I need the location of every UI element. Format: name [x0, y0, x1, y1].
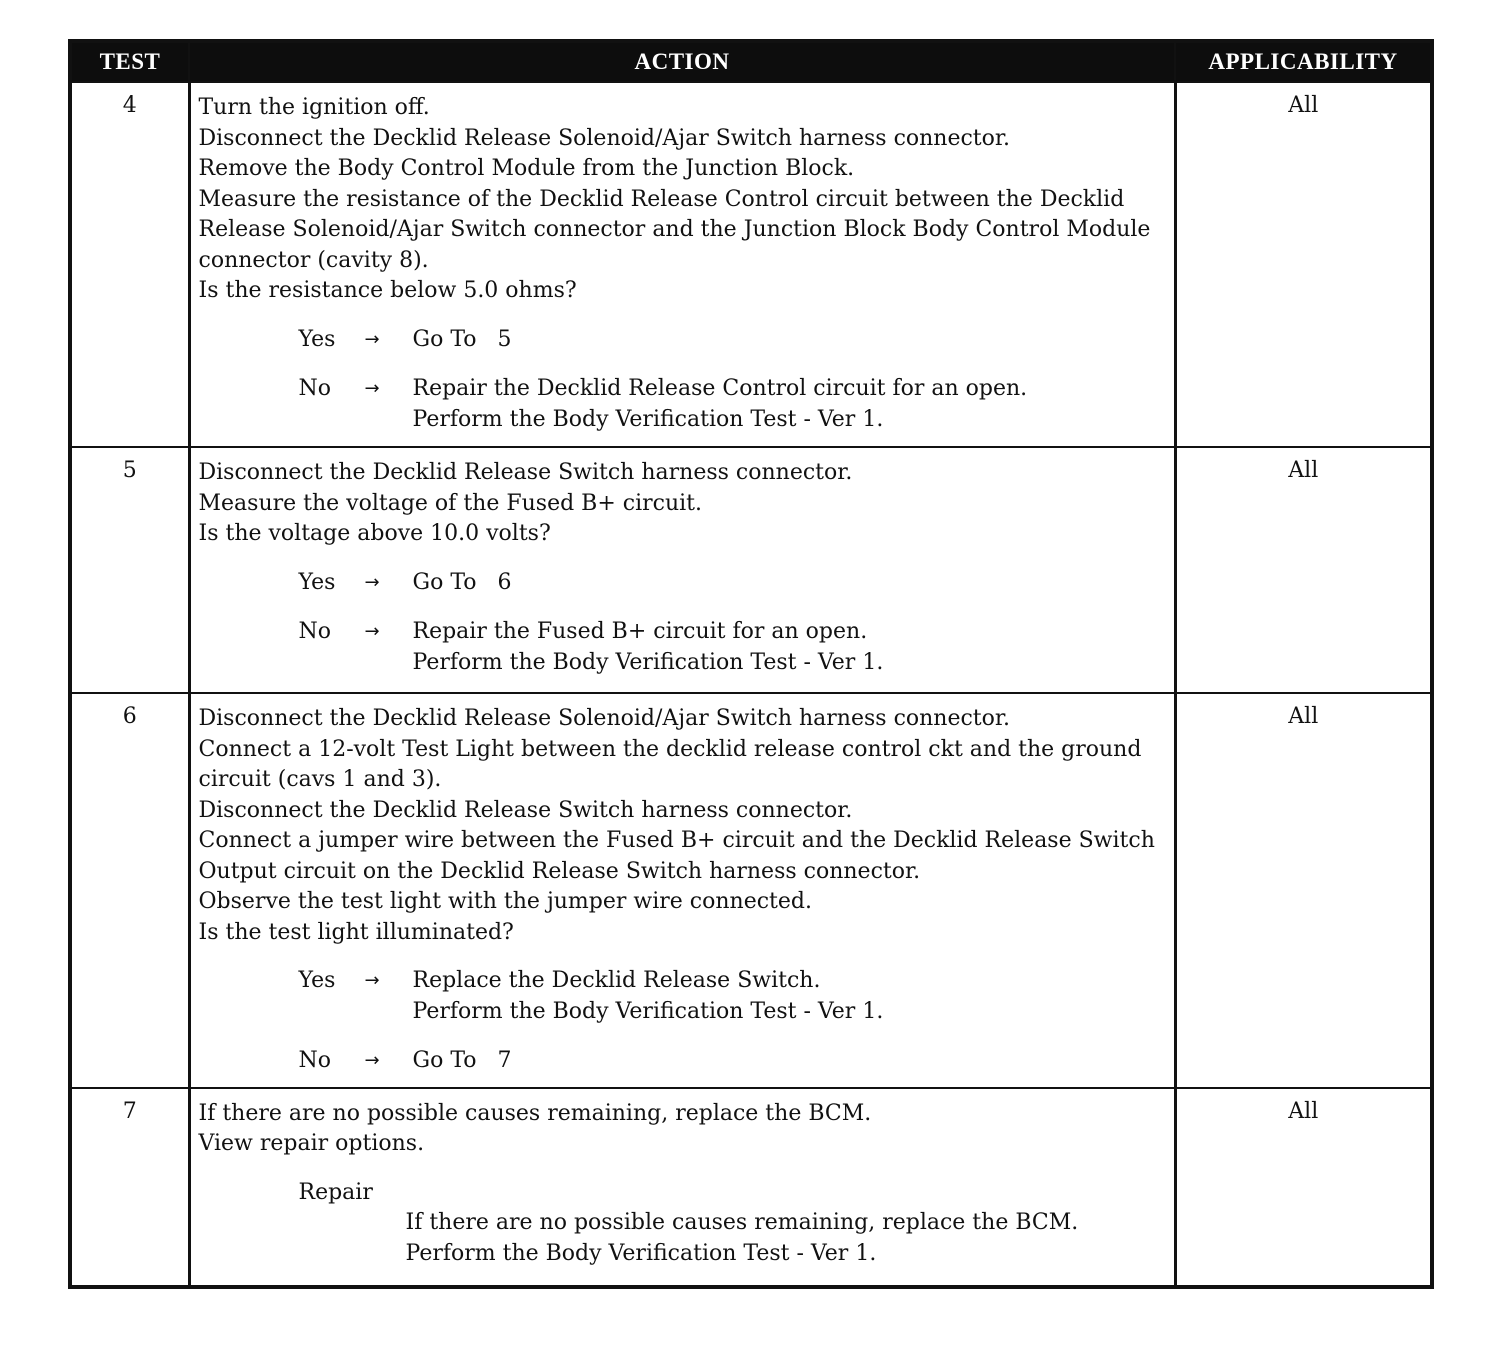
yes-label: Yes: [298, 326, 336, 352]
table-row: [70, 447, 1432, 693]
repair-label: Repair: [298, 1179, 373, 1205]
action-cell: [189, 693, 1175, 1088]
action-cell: [189, 447, 1175, 693]
test-number: 5: [70, 447, 189, 693]
no-branch: [199, 617, 1168, 678]
action-line: Observe the test light with the jumper wire connected.: [198, 889, 812, 914]
no-branch: [199, 374, 1168, 435]
applicability-value: All: [1175, 693, 1432, 1088]
right-arrow-icon: →: [364, 378, 380, 399]
header-action: ACTION: [189, 41, 1175, 82]
yes-branch: [199, 568, 1168, 599]
yes-result: Perform the Body Verification Test - Ver 1.: [412, 998, 884, 1024]
table-header-row: [70, 41, 1432, 82]
action-cell: [189, 1088, 1175, 1287]
right-arrow-icon: →: [364, 1050, 380, 1071]
test-number: 6: [70, 693, 189, 1088]
action-cell: [189, 82, 1175, 447]
action-line: Turn the ignition off.: [198, 95, 430, 120]
action-question: Is the resistance below 5.0 ohms?: [198, 278, 577, 303]
yes-label: Yes: [298, 569, 336, 595]
action-line: If there are no possible causes remaining, replace the BCM.: [198, 1100, 872, 1126]
branch-list: [199, 966, 1168, 1077]
action-line: Disconnect the Decklid Release Switch harness connector.: [198, 460, 853, 485]
no-result: Perform the Body Verification Test - Ver 1.: [412, 649, 884, 675]
right-arrow-icon: →: [364, 621, 380, 642]
action-line: Disconnect the Decklid Release Switch harness connector.: [198, 797, 853, 823]
action-line: Measure the resistance of the Decklid Release Control circuit between the Decklid: [198, 186, 1125, 212]
right-arrow-icon: →: [364, 571, 380, 593]
action-line: Output circuit on the Decklid Release Switch harness connector.: [198, 858, 921, 884]
action-line: circuit (cavs 1 and 3).: [198, 767, 442, 792]
diagnostic-test-table: [68, 39, 1434, 1289]
action-line: Disconnect the Decklid Release Solenoid/Ajar Switch harness connector.: [198, 706, 1010, 731]
no-label: No: [298, 376, 331, 401]
applicability-value: All: [1175, 1088, 1432, 1287]
action-line: Measure the voltage of the Fused B+ circuit.: [198, 490, 702, 516]
table-row: [70, 82, 1432, 447]
table-row: [70, 1088, 1432, 1287]
action-line: Connect a 12-volt Test Light between the decklid release control ckt and the ground: [198, 736, 1142, 762]
table-row: [70, 693, 1432, 1088]
action-line: Release Solenoid/Ajar Switch connector and the Junction Block Body Control Module: [198, 217, 1151, 242]
test-number: 7: [70, 1088, 189, 1287]
applicability-value: All: [1175, 447, 1432, 693]
yes-result: Replace the Decklid Release Switch.: [412, 968, 821, 993]
action-question: Is the test light illuminated?: [198, 919, 514, 945]
yes-label: Yes: [298, 968, 336, 993]
action-line: Connect a jumper wire between the Fused B+ circuit and the Decklid Release Switch: [198, 828, 1155, 853]
yes-result: Go To 6: [412, 569, 512, 595]
branch-list: [199, 325, 1168, 436]
no-result: Go To 7: [412, 1048, 512, 1073]
header-test: TEST: [70, 41, 189, 82]
action-line: View repair options.: [198, 1131, 425, 1156]
no-label: No: [298, 619, 331, 644]
action-question: Is the voltage above 10.0 volts?: [198, 521, 551, 546]
repair-line: Perform the Body Verification Test - Ver 1.: [405, 1240, 877, 1266]
yes-branch: [199, 966, 1168, 1027]
header-applicability: APPLICABILITY: [1175, 41, 1432, 82]
right-arrow-icon: →: [364, 970, 380, 991]
yes-result: Go To 5: [412, 326, 512, 352]
no-result: Repair the Decklid Release Control circuit for an open.: [412, 376, 1028, 401]
no-label: No: [298, 1048, 331, 1073]
repair-line: If there are no possible causes remaining, replace the BCM.: [405, 1210, 1079, 1235]
applicability-value: All: [1175, 82, 1432, 447]
action-line: Remove the Body Control Module from the Junction Block.: [198, 156, 855, 181]
yes-branch: [199, 325, 1168, 356]
test-number: 4: [70, 82, 189, 447]
no-result: Repair the Fused B+ circuit for an open.: [412, 619, 868, 644]
no-branch: [199, 1046, 1168, 1077]
repair-options: [199, 1178, 1168, 1270]
branch-list: [199, 568, 1168, 679]
action-line: connector (cavity 8).: [198, 247, 429, 273]
right-arrow-icon: →: [364, 328, 380, 350]
action-line: Disconnect the Decklid Release Solenoid/Ajar Switch harness connector.: [198, 125, 1010, 151]
no-result: Perform the Body Verification Test - Ver 1.: [412, 406, 884, 432]
